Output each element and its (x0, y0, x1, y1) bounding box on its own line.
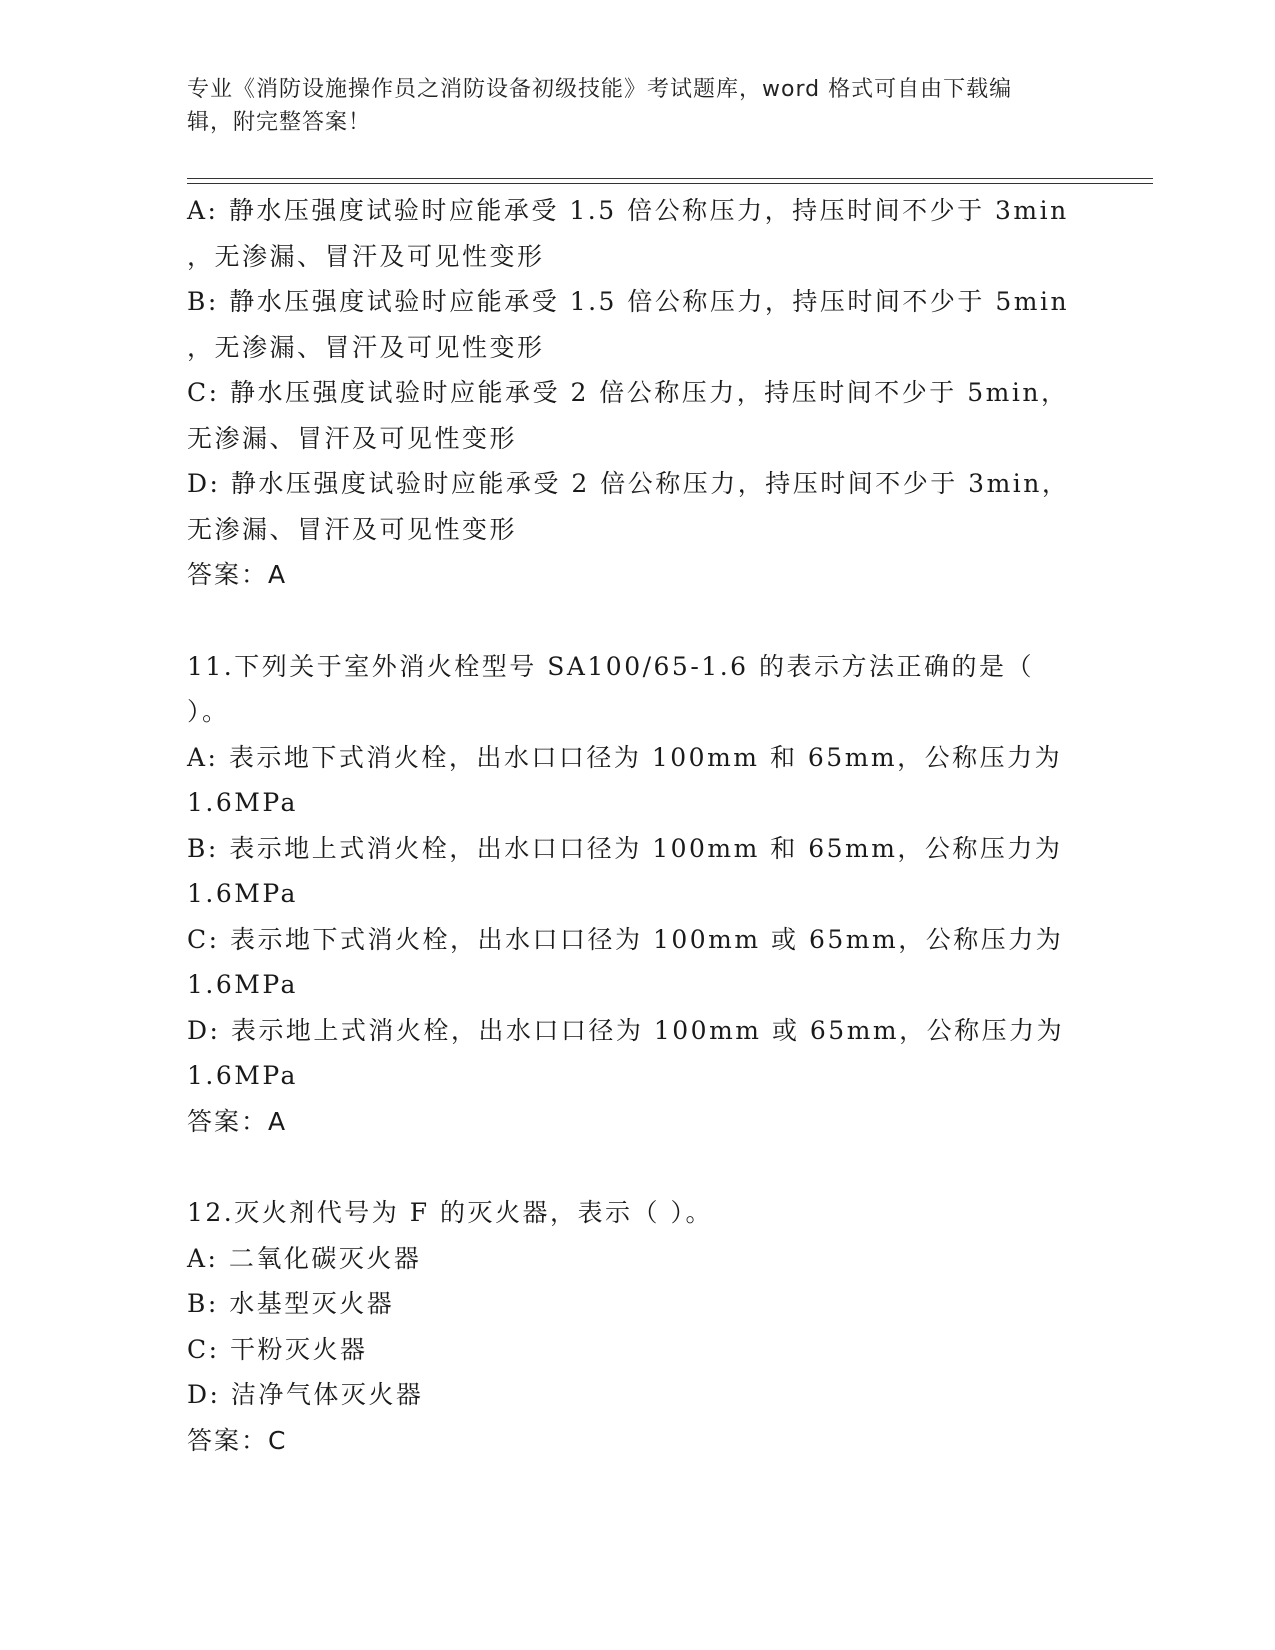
question-stem: ）。 (187, 697, 230, 726)
header-divider-bottom (187, 183, 1153, 184)
question-12 (187, 1190, 1087, 1463)
option-a (187, 735, 1087, 826)
answer-line: 答案：C (187, 1425, 288, 1455)
header-divider-top (187, 178, 1153, 179)
question-stem: 12.灭火剂代号为 F 的灭火器，表示（ ）。 (187, 1198, 713, 1227)
option-line: A: 表示地下式消火栓，出水口口径为 100mm 和 65mm，公称压力为 (187, 742, 1063, 772)
option-line: A: 静水压强度试验时应能承受 1.5 倍公称压力，持压时间不少于 3min (187, 196, 1069, 225)
spacer (187, 1144, 1087, 1190)
option-line: 无渗漏、冒汗及可见性变形 (187, 423, 518, 453)
option-b (187, 826, 1087, 917)
option-line: 1.6MPa (187, 879, 298, 908)
option-line: B: 表示地上式消火栓，出水口口径为 100mm 和 65mm，公称压力为 (187, 833, 1063, 863)
option-line: D: 静水压强度试验时应能承受 2 倍公称压力，持压时间不少于 3min， (187, 469, 1070, 498)
option-a (187, 188, 1087, 279)
option-b: B: 水基型灭火器 (187, 1289, 395, 1318)
header-line-1: 专业《消防设施操作员之消防设备初级技能》考试题库，word 格式可自由下载编 (187, 77, 1013, 102)
answer-line: 答案：A (187, 560, 288, 589)
option-line: 1.6MPa (187, 788, 298, 817)
question-10 (187, 188, 1087, 598)
option-c: C: 干粉灭火器 (187, 1334, 368, 1364)
option-d: D: 洁净气体灭火器 (187, 1380, 424, 1409)
option-a: A: 二氧化碳灭火器 (187, 1243, 422, 1273)
option-d (187, 461, 1087, 552)
question-stem: 11.下列关于室外消火栓型号 SA100/65-1.6 的表示方法正确的是（ (187, 651, 1034, 681)
header-line-2: 辑，附完整答案！ (187, 110, 372, 135)
question-11 (187, 644, 1087, 1145)
answer-line: 答案：A (187, 1106, 288, 1136)
question-list (187, 188, 1087, 1463)
spacer (187, 598, 1087, 644)
option-line: 1.6MPa (187, 1061, 298, 1090)
option-line: ，无渗漏、冒汗及可见性变形 (187, 241, 545, 271)
option-line: C: 静水压强度试验时应能承受 2 倍公称压力，持压时间不少于 5min， (187, 378, 1069, 407)
option-c (187, 917, 1087, 1008)
option-line: D: 表示地上式消火栓，出水口口径为 100mm 或 65mm，公称压力为 (187, 1015, 1065, 1045)
option-line: 1.6MPa (187, 970, 298, 999)
option-line: B: 静水压强度试验时应能承受 1.5 倍公称压力，持压时间不少于 5min (187, 287, 1070, 316)
option-line: C: 表示地下式消火栓，出水口口径为 100mm 或 65mm，公称压力为 (187, 924, 1064, 954)
option-line: 无渗漏、冒汗及可见性变形 (187, 514, 518, 544)
option-c (187, 370, 1087, 461)
option-d (187, 1008, 1087, 1099)
document-header (187, 73, 1067, 139)
option-b (187, 279, 1087, 370)
option-line: ，无渗漏、冒汗及可见性变形 (187, 332, 545, 362)
